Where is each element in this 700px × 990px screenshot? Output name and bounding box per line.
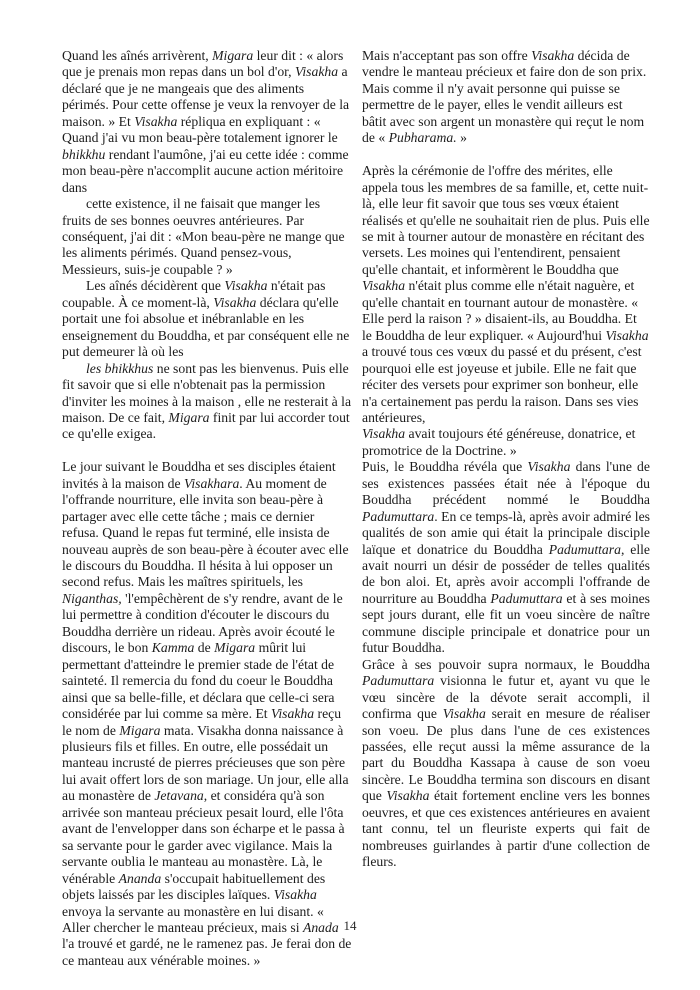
italic-text-run: Visakhara <box>184 475 240 491</box>
italic-text-run: Visakha <box>531 48 575 63</box>
text-run: répliqua en expliquant : « Quand j'ai vu mon beau-père totalement ignorer le <box>62 113 338 146</box>
text-run: visionna le futur et, ayant vu que le vœu sincère de la dévote serait accompli, il confirma que <box>362 673 650 722</box>
text-run: Le jour suivant le Bouddha et ses disciples étaient invités à la maison de <box>62 459 336 491</box>
text-column-left <box>62 48 352 969</box>
italic-text-run: Visakha <box>605 327 649 343</box>
text-run: Grâce à ses pouvoir supra normaux, le Bouddha <box>362 656 650 672</box>
text-run: décida de vendre le manteau précieux et faire don de son prix. Mais comme il n'y avait personne qui puisse se permettre de le payer, elles le vendit ailleurs est bâtit avec son argent un monastère qui reçut le nom de « <box>362 48 647 146</box>
text-run: s'occupait habituellement des objets laissés par les disciples laïques. <box>62 870 326 903</box>
text-run: cette existence, il ne faisait que manger les fruits de ses bonnes oeuvres antérieures. Par conséquent, j'ai dit : «Mon beau-père ne mange que les aliments périmés. Quand pensez-vous, Messieurs, suis-je coupable ? » <box>62 196 345 277</box>
italic-text-run: Jetavana <box>154 788 204 804</box>
text-run: n'était pas coupable. À ce moment-là, <box>62 278 326 310</box>
page-number: 14 <box>343 918 357 933</box>
italic-text-run: Ananda <box>118 870 162 886</box>
paragraph <box>362 426 650 459</box>
text-run: était fortement encline vers les bonnes oeuvres, et que ces existences antérieures en avaient tant connu, tel un fleuriste experts qui fait de nombreuses guirlandes à partir d'une collection de fleurs. <box>362 788 650 870</box>
italic-text-run: Visakha <box>442 706 486 722</box>
text-run: mata. Visakha donna naissance à plusieurs fils et filles. En outre, elle possédait un manteau incrusté de pierres précieuses que son père lui avait offert lors de son mariage. Un jour, elle alla au monastère de <box>62 722 349 804</box>
italic-text-run: Padumuttara <box>362 673 435 689</box>
paragraph <box>62 278 352 360</box>
paragraph <box>362 48 650 147</box>
text-run: finit par lui accorder tout ce qu'elle exigea. <box>62 409 350 442</box>
italic-text-run: Visakha <box>134 113 178 129</box>
text-run: reçu le nom de <box>62 706 342 738</box>
text-run: Les aînés décidèrent que <box>86 278 225 294</box>
text-run: Mais n'acceptant pas son offre <box>362 48 532 63</box>
italic-text-run: Padumuttara <box>490 590 563 606</box>
paragraph <box>62 361 352 443</box>
italic-text-run: Niganthas, <box>62 590 122 606</box>
italic-text-run: Kamma <box>151 640 195 656</box>
text-run: envoya la servante au monastère en lui disant. « Aller chercher le manteau précieux, mais si <box>62 903 324 935</box>
text-run: et à ses moines sept jours durant, elle fit un voeu sincère de naître commune disciple principale et donatrice pour un futur Bouddha. <box>362 590 650 656</box>
text-run: , elle avait nourri un désir de posséder de telles qualités de bon aloi. Et, après avoir accompli l'offrande de nourriture au Bouddha <box>362 541 650 606</box>
text-run: serait en mesure de réaliser son voeu. De plus dans l'une de ces existences passées, elle reçut aussi la même assurance de la part du Bouddha Kassapa à cause de son voeu sincère. Le Bouddha termina son discours en disant que <box>362 706 651 804</box>
italic-text-run: bhikkhu <box>62 146 106 162</box>
italic-text-run: Visakha <box>362 278 406 294</box>
paragraph <box>62 48 352 196</box>
text-run: , et considéra qu'à son arrivée son manteau précieux pesait lourd, elle l'ôta avant de l'envelopper dans son écharpe et le passa à sa servante pour le garder avec vigilance. Mais la servante oublia le manteau au monastère. Là, le vénérable <box>62 788 345 886</box>
text-run: avait toujours été généreuse, donatrice, et promotrice de la Doctrine. » <box>362 426 636 458</box>
italic-text-run: Visakha <box>362 426 406 442</box>
italic-text-run: Visakha <box>273 887 317 903</box>
text-run: de <box>194 640 215 656</box>
text-run: a trouvé tous ces vœux du passé et du présent, c'est pourquoi elle est joyeuse et jubile. Elle ne fait que réciter des versets pour exprimer son bonheur, elle n'a certainement pas perdu la raison. Dans ses vies antérieures, <box>362 344 642 425</box>
paragraph <box>362 657 650 871</box>
italic-text-run: Padumuttara <box>362 508 435 524</box>
italic-text-run: Pubharama. <box>388 130 457 146</box>
italic-text-run: Visakha <box>224 278 268 294</box>
text-run: l'a trouvé et gardé, ne le ramenez pas. Je ferai don de ce manteau aux vénérable moines. » <box>62 936 352 968</box>
text-run: . Au moment de l'offrande nourriture, elle invita son beau-père à partager avec elle cette tâche ; mais ce dernier refusa. Quand le repas fut terminé, elle insista de nouveau auprès de son beau-père à écouter avec elle le discours du Bouddha. Il hésita à lui opposer un second refus. Mais les maîtres spirituels, les <box>62 475 349 590</box>
text-run: ne sont pas les bienvenus. Puis elle fit savoir que si elle n'obtenait pas la permission d'inviter les moines à la maison , elle ne resterait à la maison. De ce fait, <box>62 360 352 425</box>
italic-text-run: Visakha <box>295 64 339 80</box>
paragraph <box>362 163 650 426</box>
italic-text-run: Anada <box>302 920 339 935</box>
text-run: leur dit : « alors que je prenais mon repas dans un bol d'or, <box>62 48 344 80</box>
text-run: n'était plus comme elle n'était naguère, et qu'elle chantait en tournant autour de monastère. « Elle perd la raison ? » disaient-ils, au Bouddha. Et le Bouddha de leur expliquer. « Aujourd'hui <box>362 278 639 343</box>
italic-text-run: Migara <box>214 640 256 656</box>
italic-text-run: les bhikkhus <box>86 360 154 376</box>
text-run: dans l'une de ses existences passées était née à l'époque du Bouddha précédent nommé le Bouddha <box>362 459 650 508</box>
text-run: . En ce temps-là, après avoir admiré les qualités de son amie qui était la principale disciple laïque et donatrice du Bouddha <box>362 508 650 557</box>
italic-text-run: Visakha <box>271 706 315 722</box>
text-column-right <box>362 48 650 969</box>
text-run: mûrit lui permettant d'atteindre le premier stade de l'état de sainteté. Il remercia du fond du coeur le Bouddha ainsi que sa belle-fille, et déclara que celle-ci sera considérée par lui comme sa mère. Et <box>62 640 335 722</box>
text-run: Quand les aînés arrivèrent, <box>62 48 213 63</box>
italic-text-run: Visakha <box>527 459 571 475</box>
text-run: Puis, le Bouddha révéla que <box>362 459 528 475</box>
text-columns <box>62 48 650 969</box>
italic-text-run: Visakha <box>213 294 257 310</box>
paragraph <box>362 459 650 656</box>
text-run: déclara qu'elle portait une foi absolue et inébranlable en les enseignement du Bouddha, et par conséquent elle ne put demeurer là où les <box>62 294 350 360</box>
italic-text-run: Migara <box>212 48 254 63</box>
italic-text-run: Visakha <box>386 788 430 804</box>
italic-text-run: Migara <box>119 722 161 738</box>
paragraph <box>62 196 352 278</box>
text-run: rendant l'aumône, j'ai eu cette idée : comme mon beau-père n'accomplit aucune action méritoire dans <box>62 146 349 195</box>
paragraph <box>62 459 352 969</box>
text-run: » <box>456 130 467 146</box>
text-run: 'l'empêchèrent de s'y rendre, avant de le lui permettre à condition d'écouter le discours du Bouddha derrière un rideau. Après avoir écouté le discours, le bon <box>62 590 343 656</box>
text-run: a déclaré que je ne mangeais que des aliments périmés. Pour cette offense je veux la renvoyer de la maison. » Et <box>62 64 350 129</box>
italic-text-run: Padumuttara <box>548 541 621 557</box>
italic-text-run: Migara <box>168 409 210 425</box>
text-run: Après la cérémonie de l'offre des mérites, elle appela tous les membres de sa famille, et, cette nuit-là, elle leur fit savoir que tous ses vœux étaient réalisés et qu'elle ne souhaitait rien de plus. Puis elle se mit à tourner autour de monastère en récitant des versets. Les moines qui l'entendirent, pensaient qu'elle chantait, et informèrent le Bouddha que <box>362 163 650 277</box>
